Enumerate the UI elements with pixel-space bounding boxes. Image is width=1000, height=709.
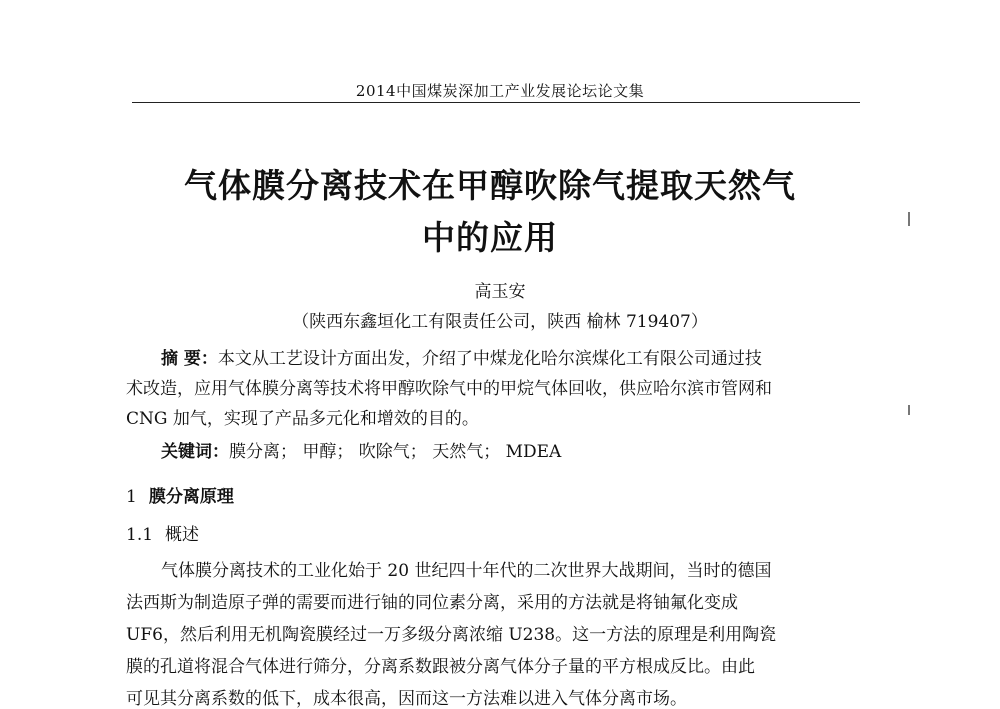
abstract-line-2: 术改造，应用气体膜分离等技术将甲醇吹除气中的甲烷气体回收，供应哈尔滨市管网和 (126, 379, 772, 399)
author: 高玉安 (474, 282, 526, 302)
paragraph-line-3: UF6，然后利用无机陶瓷膜经过一万多级分离浓缩 U238。这一方法的原理是利用陶瓷 (126, 625, 777, 645)
section-1-number: 1 (126, 487, 137, 507)
paper-title-line-2: 中的应用 (422, 218, 558, 257)
abstract-line-3: CNG 加气，实现了产品多元化和增效的目的。 (126, 409, 479, 429)
paragraph-line-4: 膜的孔道将混合气体进行筛分，分离系数跟被分离气体分子量的平方根成反比。由此 (126, 657, 755, 677)
scan-mark (908, 212, 910, 226)
scan-mark (908, 405, 910, 415)
section-1-1-title: 概述 (165, 525, 200, 545)
paragraph-line-1: 气体膜分离技术的工业化始于 20 世纪四十年代的二次世界大战期间，当时的德国 (161, 561, 772, 581)
section-1-title: 膜分离原理 (148, 487, 234, 507)
paper-title-line-1: 气体膜分离技术在甲醇吹除气提取天然气 (184, 166, 796, 205)
section-1-1-number: 1.1 (126, 525, 154, 545)
keywords (161, 437, 561, 462)
abstract-label: 摘 要： (161, 349, 218, 369)
paragraph-line-2: 法西斯为制造原子弹的需要而进行铀的同位素分离，采用的方法就是将铀氟化变成 (126, 593, 738, 613)
affiliation: （陕西东鑫垣化工有限责任公司，陕西 榆林 719407） (292, 312, 708, 332)
section-1-heading (126, 482, 234, 507)
abstract-line-1 (161, 344, 762, 369)
running-header: 2014中国煤炭深加工产业发展论坛论文集 (355, 82, 645, 100)
keywords-text: 膜分离； 甲醇； 吹除气； 天然气； MDEA (229, 442, 562, 462)
abstract-text-1: 本文从工艺设计方面出发，介绍了中煤龙化哈尔滨煤化工有限公司通过技 (217, 349, 762, 369)
paragraph-line-5: 可见其分离系数的低下，成本很高，因而这一方法难以进入气体分离市场。 (126, 689, 687, 709)
keywords-label: 关键词： (161, 442, 229, 462)
section-1-1-heading (126, 520, 199, 545)
header-rule (132, 102, 860, 103)
